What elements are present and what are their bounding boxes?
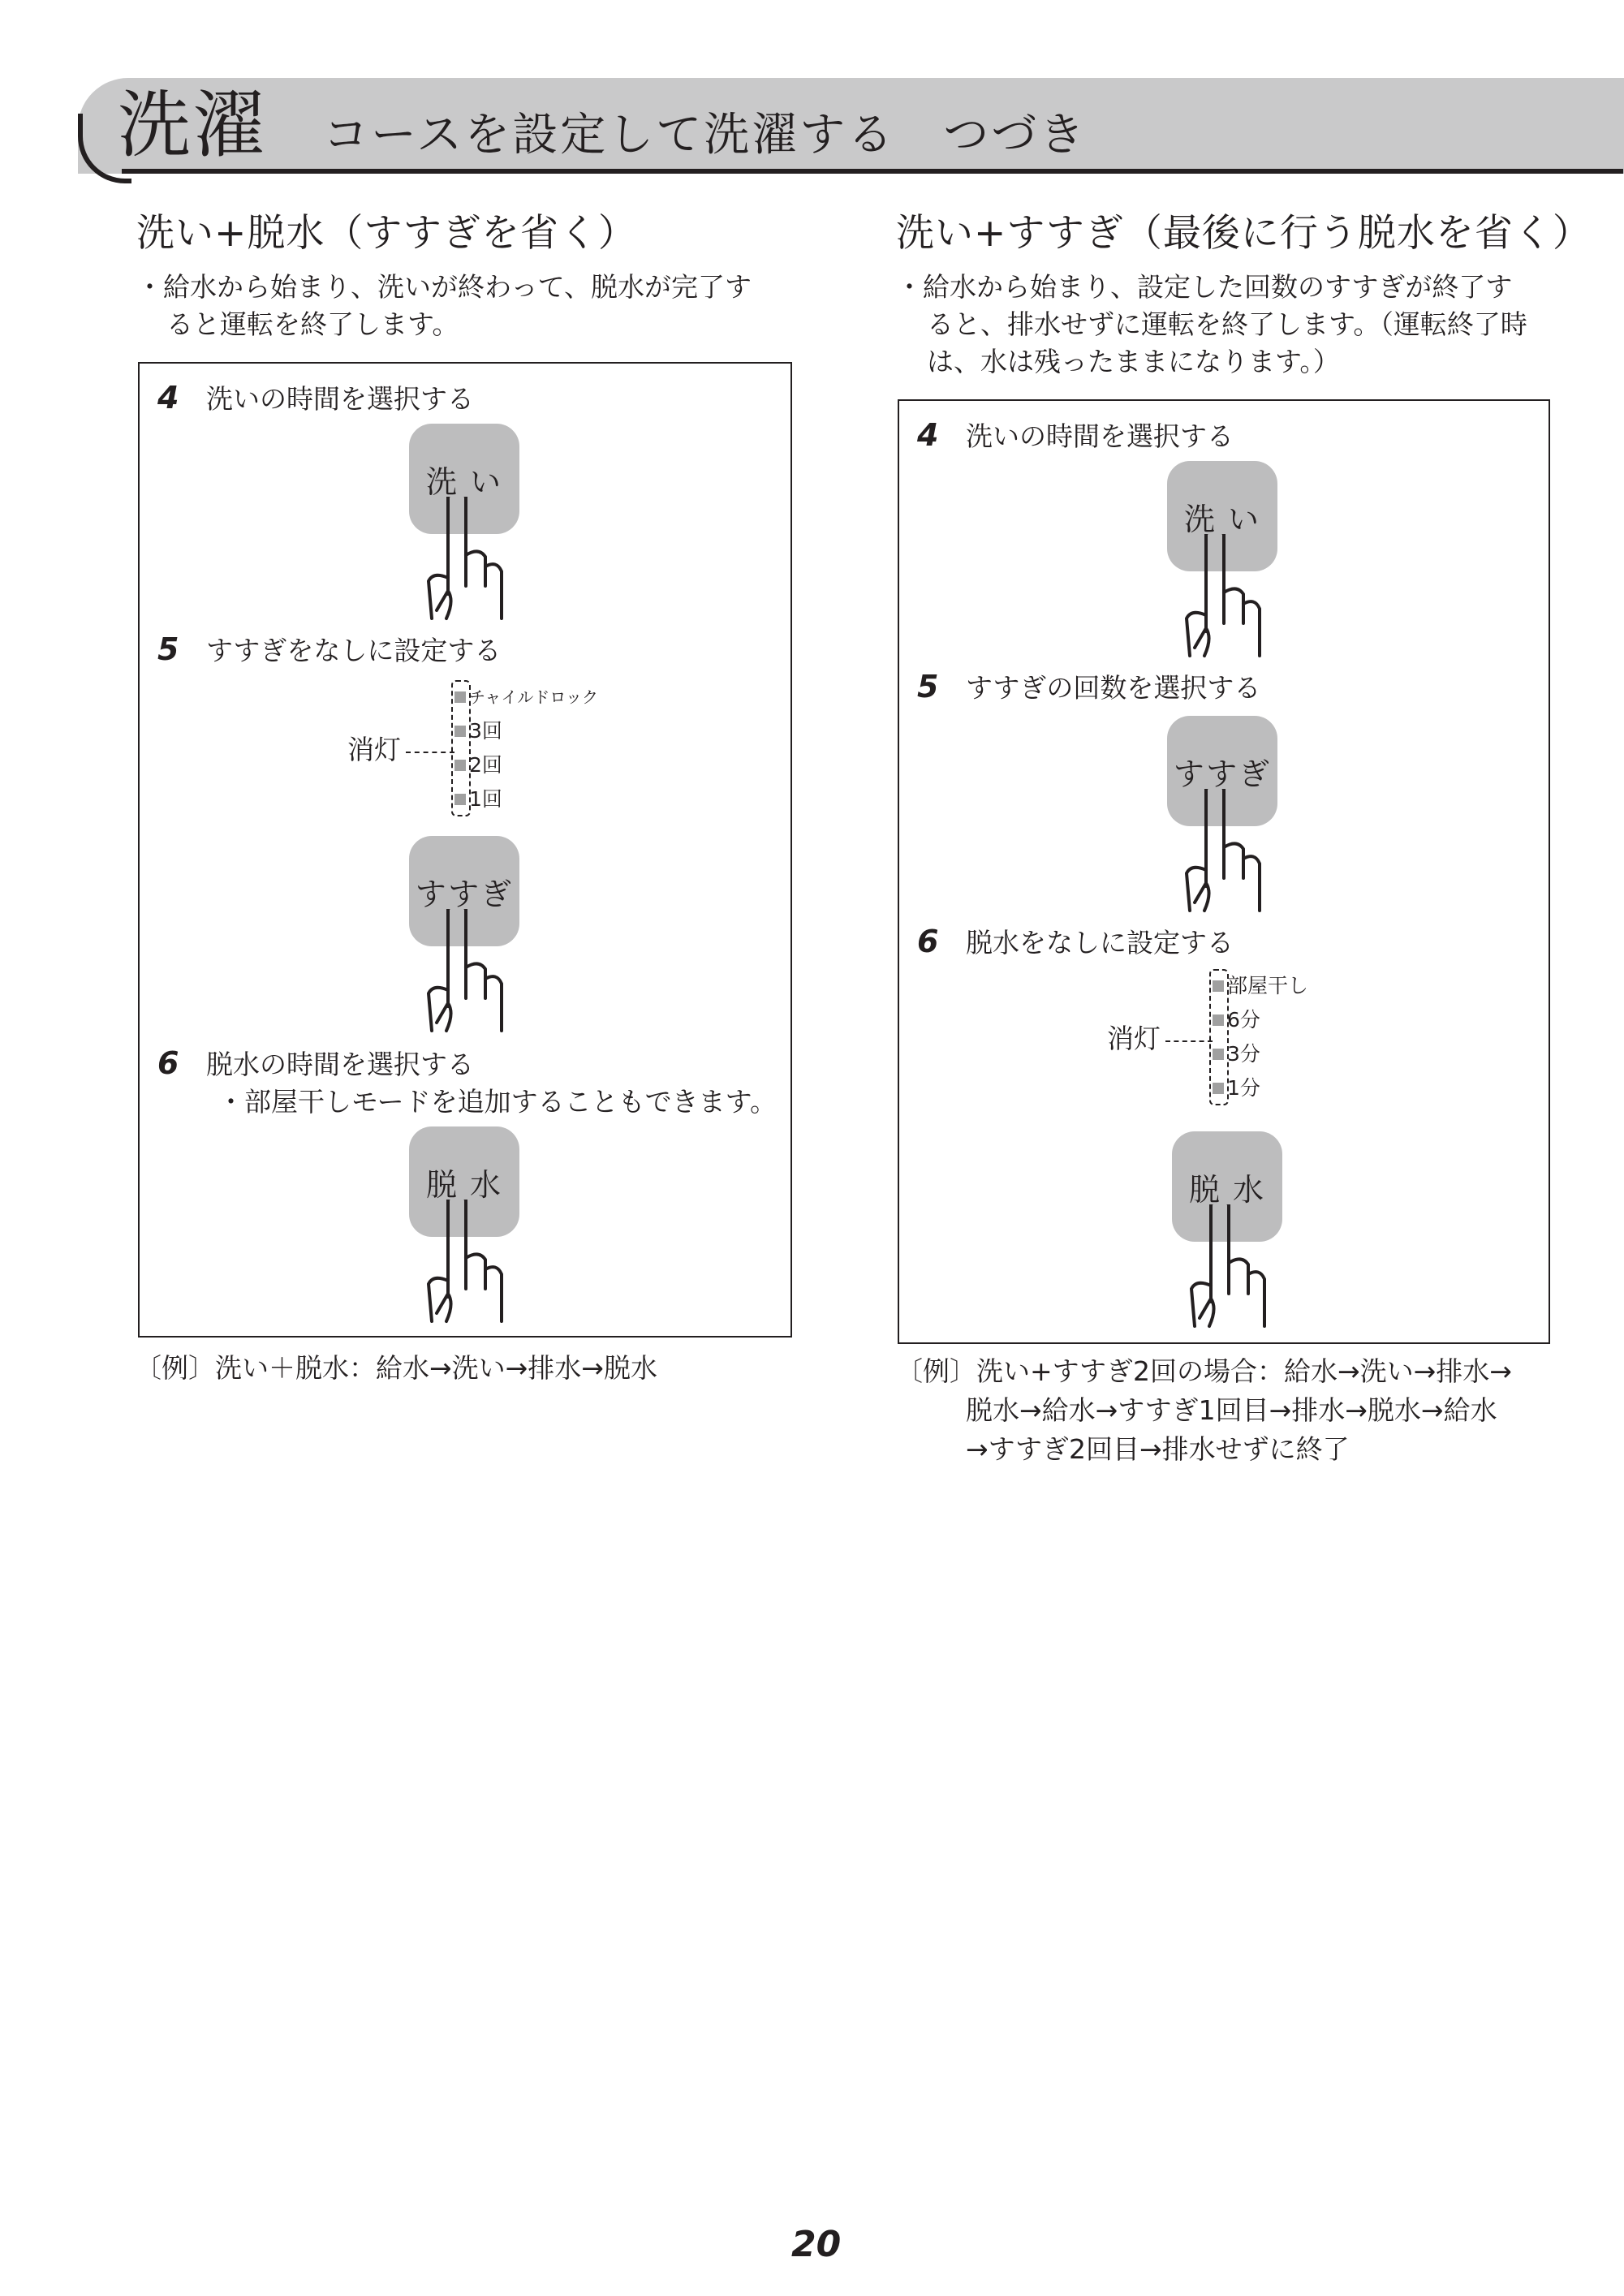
spin-button-illustration — [409, 1126, 523, 1321]
rinse-button: すすぎ — [409, 836, 519, 946]
indicator-off-label: 消灯 — [1107, 1023, 1161, 1054]
step-text: すすぎをなしに設定する — [206, 635, 502, 666]
step-number: 5 — [157, 631, 179, 667]
wash-button-illustration — [1167, 461, 1281, 656]
step-text: すすぎの回数を選択する — [966, 672, 1261, 704]
step-number: 4 — [157, 380, 179, 416]
left-example: 〔例〕洗い＋脱水：給水→洗い→排水→脱水 — [135, 1352, 657, 1384]
header-underline — [122, 169, 1623, 174]
left-section-title: 洗い+脱水（すすぎを省く） — [136, 211, 637, 256]
indicator-lamp-icon — [1213, 1083, 1224, 1094]
page-number: 20 — [791, 2224, 842, 2265]
indicator-leader — [406, 752, 454, 753]
indicator-item: 3回 — [454, 719, 502, 743]
indicator-item: 1回 — [454, 787, 502, 812]
left-steps-box — [138, 362, 792, 1338]
finger-press-icon — [1175, 534, 1289, 664]
finger-press-icon — [1175, 789, 1289, 919]
finger-press-icon — [417, 1200, 531, 1329]
indicator-off-label: 消灯 — [347, 734, 401, 765]
wash-button: 洗 い — [1167, 461, 1277, 571]
indicator-item: 3分 — [1213, 1042, 1260, 1066]
left-bullet-line: ると運転を終了します。 — [166, 308, 459, 340]
spin-button: 脱 水 — [1172, 1131, 1282, 1242]
step-number: 4 — [917, 417, 939, 453]
right-bullet-line: は、水は残ったままになります。） — [927, 346, 1340, 377]
spin-button-illustration — [1172, 1131, 1286, 1326]
indicator-item: 1分 — [1213, 1076, 1260, 1101]
finger-press-icon — [1180, 1204, 1294, 1334]
indicator-item: 6分 — [1213, 1008, 1260, 1032]
right-example-line: 〔例〕洗い+すすぎ2回の場合：給水→洗い→排水→ — [896, 1355, 1512, 1387]
step-text: 洗いの時間を選択する — [966, 420, 1234, 452]
spin-button: 脱 水 — [409, 1126, 519, 1237]
right-example-line: →すすぎ2回目→排水せずに終了 — [966, 1433, 1350, 1465]
indicator-lamp-icon — [1213, 980, 1224, 992]
wash-button-illustration — [409, 424, 523, 618]
page-title: 洗濯 — [118, 83, 267, 168]
right-bullet-line: ると、排水せずに運転を終了します。（運転終了時 — [927, 308, 1527, 340]
right-steps-box — [898, 399, 1550, 1344]
indicator-lamp-icon — [1213, 1049, 1224, 1060]
rinse-button-illustration — [1167, 716, 1281, 911]
indicator-lamp-icon — [454, 760, 466, 771]
finger-press-icon — [417, 909, 531, 1039]
indicator-lamp-icon — [454, 726, 466, 737]
right-bullet-line: ・給水から始まり、設定した回数のすすぎが終了す — [896, 271, 1513, 303]
step-text: 脱水の時間を選択する — [206, 1049, 474, 1080]
rinse-button-illustration — [409, 836, 523, 1031]
wash-button: 洗 い — [409, 424, 519, 534]
left-bullet-line: ・給水から始まり、洗いが終わって、脱水が完了す — [136, 271, 752, 303]
finger-press-icon — [417, 497, 531, 627]
indicator-item: チャイルドロック — [454, 685, 598, 709]
indicator-lamp-icon — [454, 691, 466, 703]
indicator-lamp-icon — [454, 794, 466, 805]
step-text: 脱水をなしに設定する — [966, 927, 1234, 958]
right-section-title: 洗い+すすぎ（最後に行う脱水を省く） — [896, 211, 1592, 256]
step-number: 5 — [917, 669, 939, 704]
indicator-leader — [1165, 1040, 1213, 1042]
step-note: ・部屋干しモードを追加することもできます。 — [218, 1086, 778, 1118]
right-example-line: 脱水→給水→すすぎ1回目→排水→脱水→給水 — [966, 1394, 1497, 1426]
page-subtitle: コースを設定して洗濯する つづき — [323, 109, 1088, 162]
step-number: 6 — [157, 1045, 179, 1081]
indicator-item: 部屋干し — [1213, 974, 1308, 998]
indicator-item: 2回 — [454, 753, 502, 778]
step-number: 6 — [917, 924, 939, 959]
step-text: 洗いの時間を選択する — [206, 383, 474, 415]
indicator-lamp-icon — [1213, 1014, 1224, 1026]
rinse-button: すすぎ — [1167, 716, 1277, 826]
